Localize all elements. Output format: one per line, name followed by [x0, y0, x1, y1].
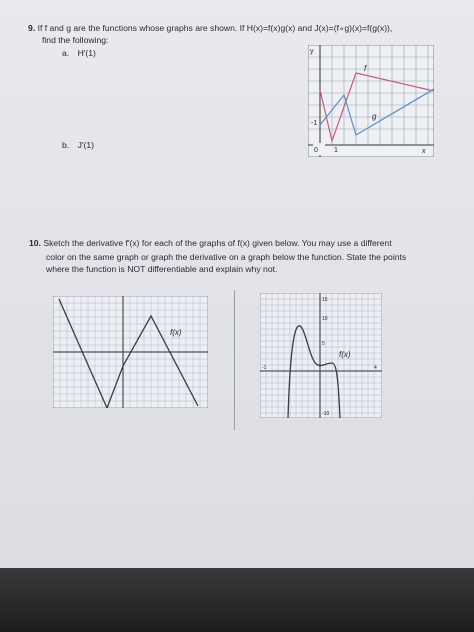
q10-right-graph: [260, 293, 382, 418]
right-graph-tick-right: 4: [374, 365, 377, 371]
question-9-part-b: [62, 140, 94, 151]
question-9-line1: If f and g are the functions whose graphs are shown. If H(x)=f(x)g(x) and J(x)=(f∘g)(x)=f(g(x)),: [37, 23, 393, 33]
desk-background: [0, 568, 474, 632]
q9-tick-1: 1: [334, 147, 338, 154]
q9-tick-neg1: -1: [311, 120, 318, 127]
right-graph-frame: [260, 293, 382, 418]
q9-graph: [308, 45, 434, 157]
right-graph-tick-left: -1: [262, 365, 267, 371]
question-10-text: [29, 238, 392, 249]
question-10-number: 10.: [29, 238, 41, 248]
question-9-text: [28, 23, 392, 34]
q9-graph-frame: [308, 45, 434, 157]
part-b-expression: J′(1): [77, 140, 94, 150]
right-graph-tick-bottom: -10: [322, 411, 330, 417]
q9-tick-0: 0: [314, 147, 318, 154]
right-graph-tick-10: 10: [322, 316, 328, 322]
q9-g-label: g: [372, 112, 377, 121]
q9-f-label: f: [364, 64, 367, 73]
q9-y-label: y: [310, 48, 314, 55]
right-graph-tick-top: 15: [322, 297, 328, 303]
question-9-line2: find the following:: [42, 35, 109, 45]
q9-x-label: x: [422, 148, 426, 155]
right-graph-label: f(x): [339, 350, 351, 359]
part-b-label: b.: [62, 140, 70, 150]
question-9-number: 9.: [28, 23, 36, 33]
right-graph-tick-5: 5: [322, 341, 325, 347]
question-10-line3: where the function is NOT differentiable and explain why not.: [46, 264, 278, 274]
part-a-expression: H′(1): [77, 48, 96, 58]
question-9-part-a: [62, 48, 96, 59]
part-a-label: a.: [62, 48, 70, 58]
question-10-line2: color on the same graph or graph the derivative on a graph below the function. State the points: [46, 252, 407, 262]
question-10-line1: Sketch the derivative f′(x) for each of the graphs of f(x) given below. You may use a different: [43, 238, 392, 248]
column-divider: [234, 290, 235, 430]
q10-left-graph: [53, 296, 208, 408]
left-graph-label: f(x): [170, 328, 182, 337]
